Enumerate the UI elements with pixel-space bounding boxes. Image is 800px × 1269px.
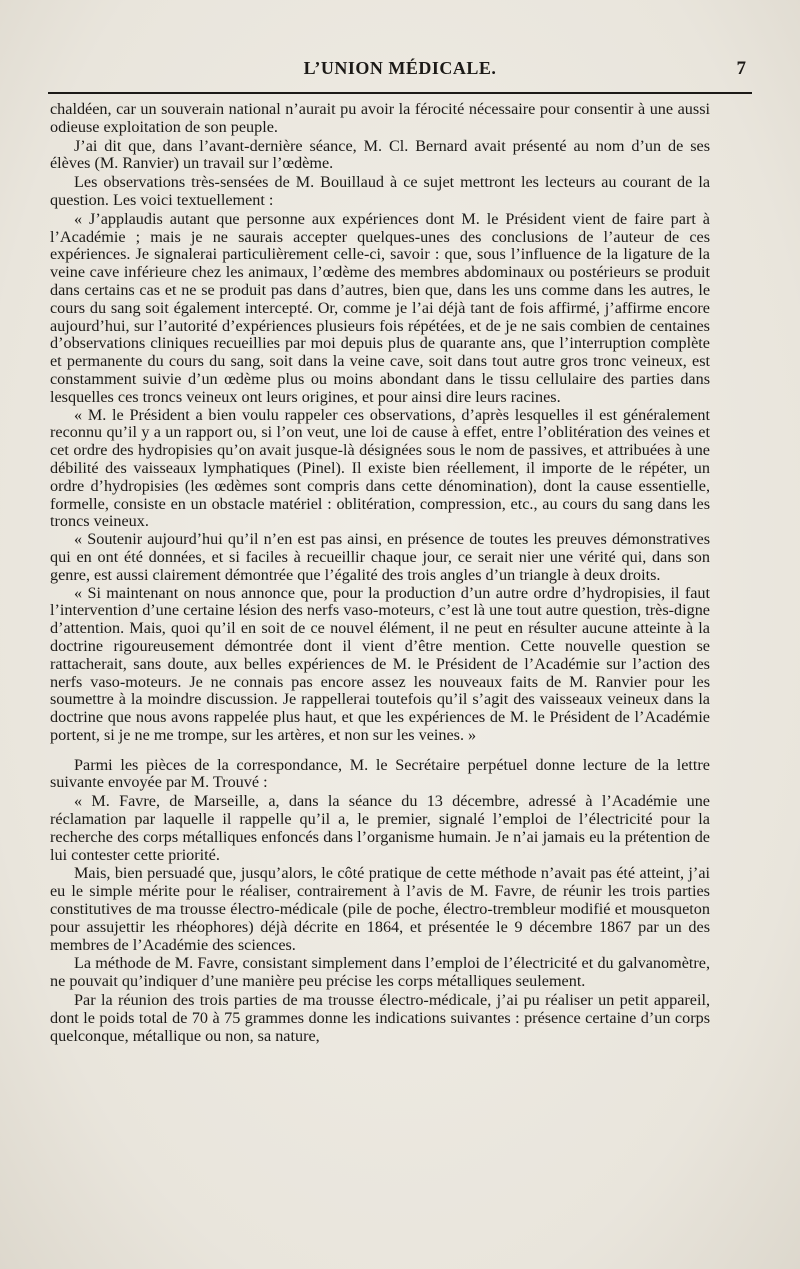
letter-paragraph: Par la réunion des trois parties de ma trousse électro-médicale, j’ai pu réaliser un petit appareil, dont le poids total de 70 à 75 grammes donne les indications suivantes : présence certaine d’un corps quelconque, métallique ou non, sa nature, bbox=[50, 991, 710, 1045]
paragraph: chaldéen, car un souverain national n’aurait pu avoir la férocité nécessaire pour consentir à une aussi odieuse exploitation de son peuple. bbox=[50, 100, 710, 136]
paragraph: Parmi les pièces de la correspondance, M. le Secrétaire perpétuel donne lecture de la lettre suivante envoyée par M. Trouvé : bbox=[50, 755, 710, 792]
quoted-paragraph: « M. le Président a bien voulu rappeler ces observations, d’après lesquelles il est généralement reconnu qu’il y a un rapport ou, si l’on veut, une loi de cause à effet, entre l’oblitération des veines et cet ordre des hydropisies qu’on avait jusque-là désignées sous le nom de passives, et attribuées à une débilité des vaisseaux lymphatiques (Pinel). Il existe bien réellement, il importe de le répéter, un ordre d’hydropisies (les œdèmes sont compris dans cette dénomination), dont la cause essentielle, formelle, consiste en un obstacle matériel : oblitération, compression, etc., au cours du sang dans les troncs veineux. bbox=[50, 405, 710, 531]
article-body bbox=[50, 101, 710, 1045]
paragraph: Les observations très-sensées de M. Bouillaud à ce sujet mettront les lecteurs au courant de la question. Les voici textuellement : bbox=[50, 173, 710, 209]
paragraph: J’ai dit que, dans l’avant-dernière séance, M. Cl. Bernard avait présenté au nom d’un de ses élèves (M. Ranvier) un travail sur l’œdème. bbox=[50, 136, 710, 173]
quoted-paragraph: « Soutenir aujourd’hui qu’il n’en est pas ainsi, en présence de toutes les preuves démonstratives qui en ont été données, et si faciles à recueillir chaque jour, ce serait nier une vérité qui, dans son genre, est aussi clairement démontrée que l’égalité des trois angles d’un triangle à deux droits. bbox=[50, 530, 710, 584]
quoted-paragraph: « J’applaudis autant que personne aux expériences dont M. le Président vient de faire part à l’Académie ; mais je ne saurais accepter quelques-unes des conclusions de l’auteur de ces expériences. Je signalerai particulièrement celle-ci, savoir : que, sous l’influence de la ligature de la veine cave inférieure chez les animaux, l’œdème des membres abdominaux ou postérieurs se produit dans certains cas et ne se produit pas dans d’autres, bien que, dans les uns comme dans les autres, le cours du sang soit également intercepté. Or, comme je l’ai déjà tant de fois affirmé, j’affirme encore aujourd’hui, sur l’autorité d’expériences plusieurs fois répétées, et de je ne sais combien de centaines d’observations cliniques recueillies par moi depuis plus de quarante ans, que l’interruption complète et permanente du cours du sang, soit dans la veine cave, soit dans tout autre gros tronc veineux, est constamment suivie d’un œdème plus ou moins abondant dans le tissu cellulaire des parties dans lesquelles ces troncs veineux ont leurs origines, et pour ainsi dire leurs racines. bbox=[50, 209, 710, 406]
running-head bbox=[48, 58, 752, 84]
quoted-paragraph: « Si maintenant on nous annonce que, pour la production d’un autre ordre d’hydropisies, il faut l’intervention d’une certaine lésion des nerfs vaso-moteurs, c’est là une tout autre question, très-digne d’attention. Mais, quoi qu’il en soit de ce nouvel élément, il ne peut en résulter aucune atteinte à la doctrine rigoureusement démontrée dont il vient d’être mention. Cette nouvelle question se rattacherait, sans doute, aux belles expériences de M. le Président de l’Académie sur l’action des nerfs vaso-moteurs. Je ne connais pas encore assez les nouveaux faits de M. Ranvier pour les soumettre à la moindre discussion. Je rappellerai toutefois qu’il s’agit des vaisseaux veineux dans la doctrine que nous avons rappelée plus haut, et que les expériences de M. le Président de l’Académie portent, si je ne me trompe, sur les artères, et non sur les veines. » bbox=[50, 583, 710, 744]
page-number: 7 bbox=[736, 58, 746, 79]
letter-paragraph: Mais, bien persuadé que, jusqu’alors, le côté pratique de cette méthode n’avait pas été atteint, j’ai eu le simple mérite pour le réaliser, contrairement à l’avis de M. Favre, de réunir les trois parties constitutives de ma trousse électro-médicale (pile de poche, électro-trembleur modifié et mousqueton pour assujettir les rhéophores) déjà décrite en 1864, et présentée le 9 décembre 1867 par un des membres de l’Académie des sciences. bbox=[50, 864, 710, 954]
letter-paragraph: « M. Favre, de Marseille, a, dans la séance du 13 décembre, adressé à l’Académie une réclamation par laquelle il rappelle qu’il a, le premier, signalé l’emploi de l’électricité pour la recherche des corps métalliques enfoncés dans l’organisme humain. Je n’ai jamais eu la prétention de lui contester cette priorité. bbox=[50, 792, 710, 864]
header-rule bbox=[48, 92, 752, 94]
letter-paragraph: La méthode de M. Favre, consistant simplement dans l’emploi de l’électricité et du galvanomètre, ne pouvait qu’indiquer d’une manière peu précise les corps métalliques seulement. bbox=[50, 954, 710, 991]
journal-title: L’UNION MÉDICALE. bbox=[303, 58, 497, 78]
